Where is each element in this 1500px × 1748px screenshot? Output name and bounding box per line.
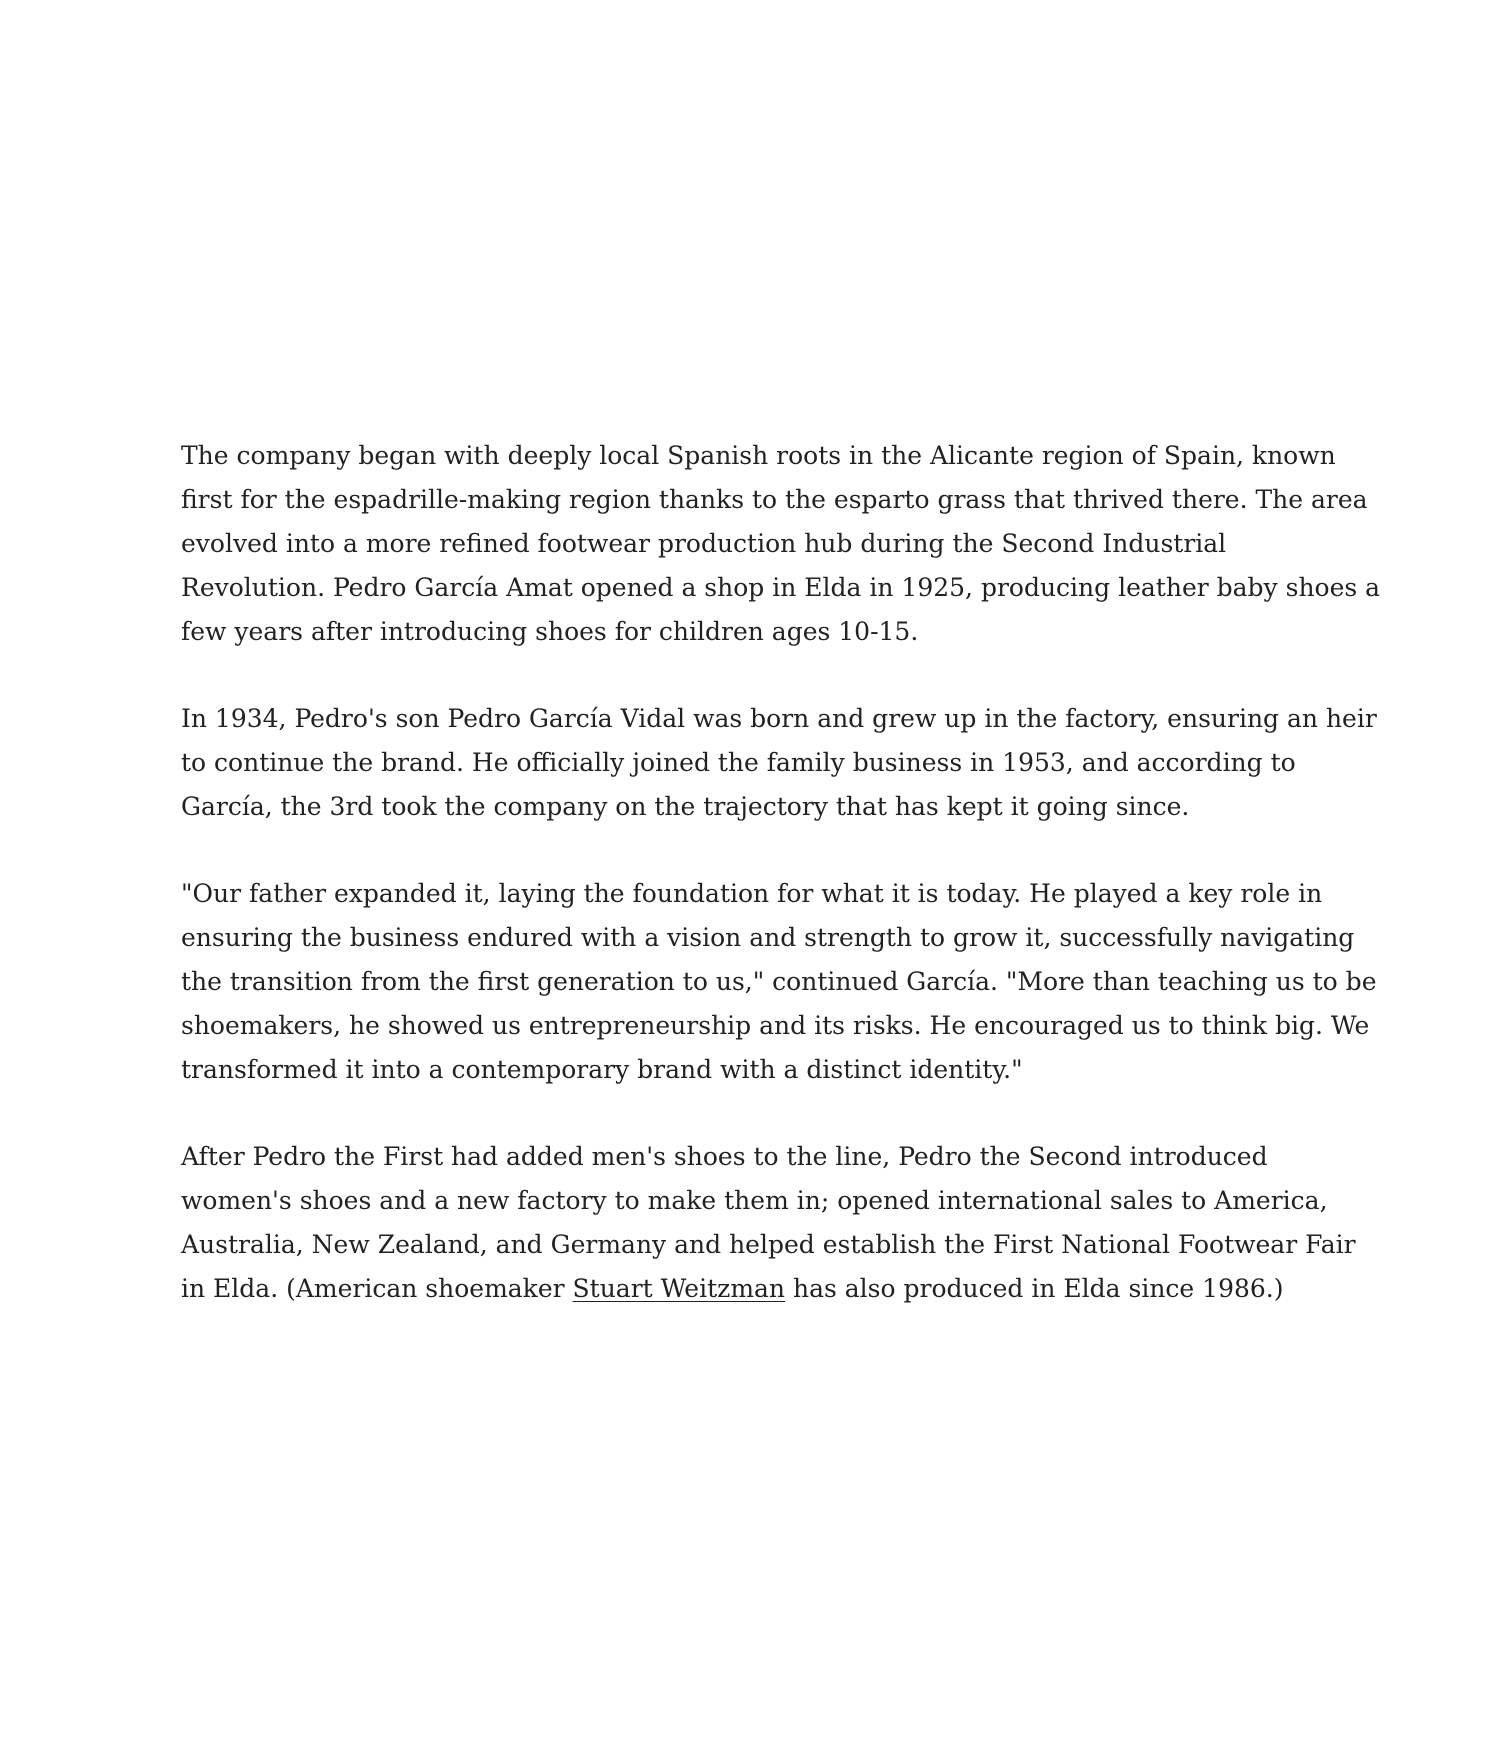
text-line: ensuring the business endured with a vision and strength to grow it, successfully navigating (181, 923, 1355, 952)
text-line-with-link (181, 1267, 1361, 1311)
text-line: women's shoes and a new factory to make them in; opened international sales to America, (181, 1186, 1328, 1215)
stuart-weitzman-link[interactable]: Stuart Weitzman (572, 1274, 786, 1303)
text-line: evolved into a more refined footwear production hub during the Second Industrial (181, 529, 1227, 558)
paragraph-garcia-quote (181, 872, 1377, 1092)
text-line: The company began with deeply local Spanish roots in the Alicante region of Spain, known (181, 441, 1336, 470)
text-line: Australia, New Zealand, and Germany and helped establish the First National Footwear Fair (181, 1230, 1356, 1259)
text-line: few years after introducing shoes for children ages 10-15. (181, 617, 919, 646)
text-line: shoemakers, he showed us entrepreneurship and its risks. He encouraged us to think big. We (181, 1011, 1370, 1040)
article-body (181, 434, 1381, 1354)
text-line: "Our father expanded it, laying the foundation for what it is today. He played a key role in (181, 879, 1323, 908)
text-line: In 1934, Pedro's son Pedro García Vidal was born and grew up in the factory, ensuring an heir (181, 704, 1377, 733)
text-line: the transition from the first generation to us," continued García. "More than teaching us to be (181, 967, 1377, 996)
paragraph-expansion (181, 1135, 1361, 1311)
text-before-link: in Elda. (American shoemaker (181, 1274, 573, 1303)
paragraph-second-generation (181, 697, 1377, 829)
text-line: first for the espadrille-making region thanks to the esparto grass that thrived there. The area (181, 485, 1368, 514)
text-line: After Pedro the First had added men's shoes to the line, Pedro the Second introduced (181, 1142, 1268, 1171)
text-line: to continue the brand. He officially joined the family business in 1953, and according to (181, 748, 1296, 777)
paragraph-company-roots (181, 434, 1381, 654)
text-line: Revolution. Pedro García Amat opened a shop in Elda in 1925, producing leather baby shoes a (181, 573, 1381, 602)
text-line: García, the 3rd took the company on the trajectory that has kept it going since. (181, 792, 1190, 821)
text-after-link: has also produced in Elda since 1986.) (785, 1274, 1284, 1303)
text-line: transformed it into a contemporary brand with a distinct identity." (181, 1055, 1023, 1084)
